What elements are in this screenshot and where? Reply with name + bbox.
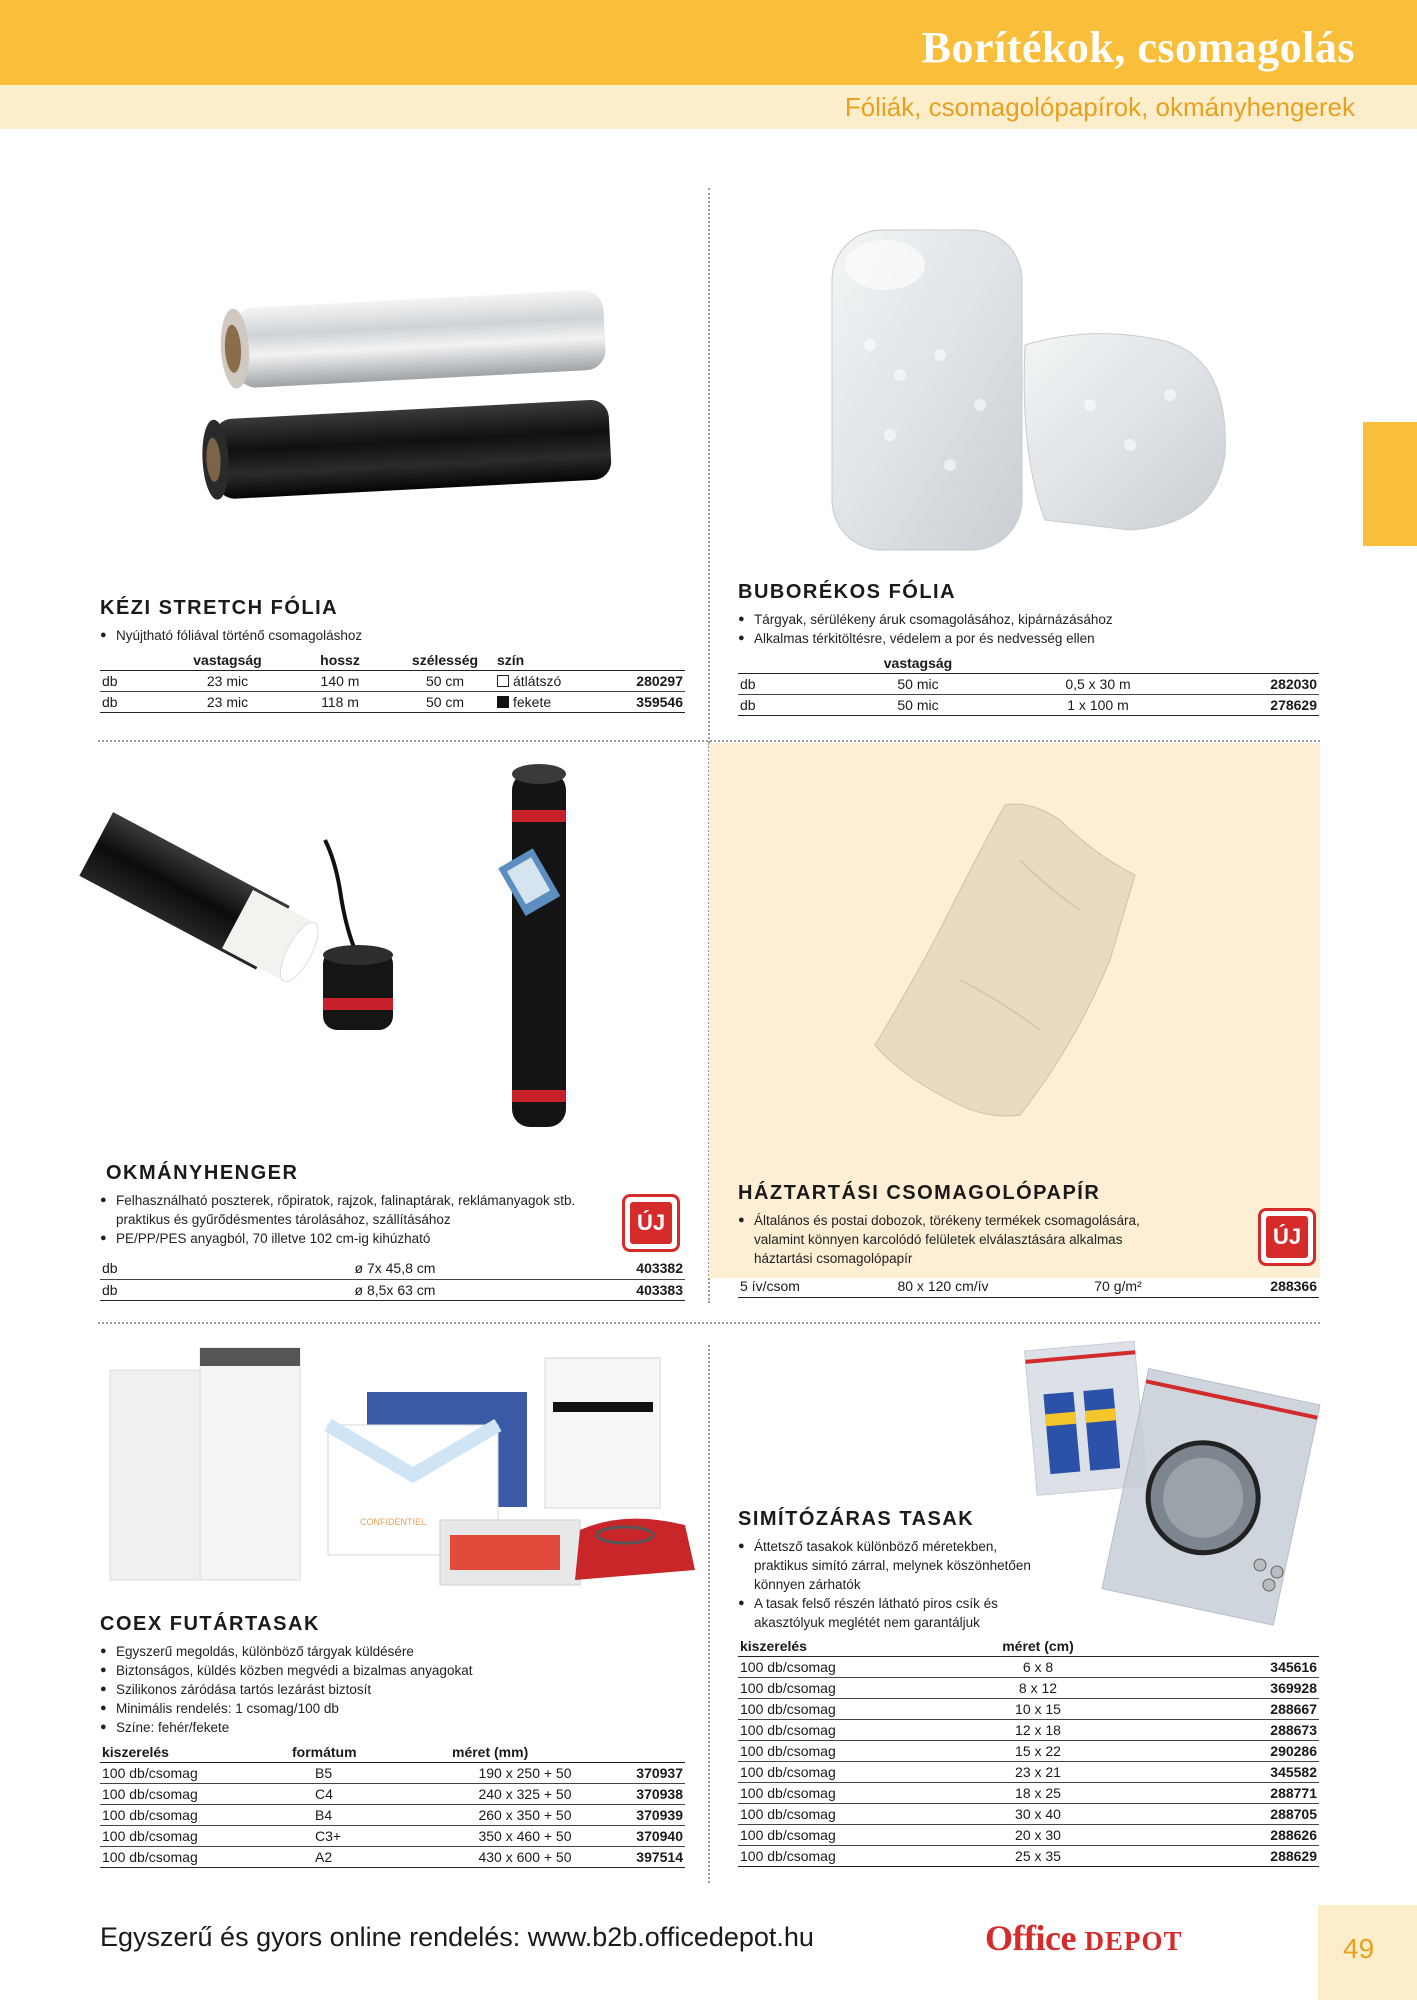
section-title: SIMÍTÓZÁRAS TASAK bbox=[738, 1508, 975, 1530]
length-cell: 140 m bbox=[285, 671, 395, 692]
table-row bbox=[738, 695, 1319, 716]
format-cell: B4 bbox=[290, 1805, 450, 1826]
size-cell: 260 x 350 + 50 bbox=[450, 1805, 600, 1826]
unit-cell: 100 db/csomag bbox=[738, 1741, 938, 1762]
table-row bbox=[738, 1276, 1319, 1297]
thickness-cell: 50 mic bbox=[848, 674, 988, 695]
column-header: kiszerelés bbox=[738, 1636, 938, 1657]
table-row bbox=[100, 671, 685, 692]
size-cell: 190 x 250 + 50 bbox=[450, 1763, 600, 1784]
stretch-film-section bbox=[100, 597, 685, 713]
section-title: BUBORÉKOS FÓLIA bbox=[738, 581, 957, 603]
table-header-row bbox=[738, 1636, 1319, 1657]
new-badge bbox=[622, 1194, 680, 1252]
size-cell: 15 x 22 bbox=[938, 1741, 1138, 1762]
product-code: 345582 bbox=[1138, 1762, 1319, 1783]
unit-cell: 100 db/csomag bbox=[738, 1804, 938, 1825]
table-row bbox=[100, 1763, 685, 1784]
new-badge bbox=[1258, 1208, 1316, 1266]
table-row bbox=[738, 1720, 1319, 1741]
office-depot-logo bbox=[985, 1917, 1182, 1959]
table-row bbox=[738, 1804, 1319, 1825]
feature-item: ● Egyszerű megoldás, különböző tárgyak küldésére bbox=[100, 1642, 685, 1661]
unit-cell: db bbox=[100, 671, 170, 692]
row-divider-1 bbox=[98, 740, 1320, 742]
table-header-row bbox=[100, 650, 685, 671]
feature-list bbox=[738, 1537, 1038, 1632]
table-row bbox=[100, 692, 685, 713]
size-cell: 430 x 600 + 50 bbox=[450, 1847, 600, 1868]
product-code: 370940 bbox=[600, 1826, 685, 1847]
column-header: méret (cm) bbox=[938, 1636, 1138, 1657]
wrapping-paper-image bbox=[870, 800, 1140, 1120]
format-cell: C4 bbox=[290, 1784, 450, 1805]
column-header: méret (mm) bbox=[450, 1742, 600, 1763]
bubble-wrap-image bbox=[830, 225, 1230, 555]
product-code: 280297 bbox=[605, 671, 685, 692]
feature-item: ● Általános és postai dobozok, törékeny termékek csomagolására, valamint könnyen karcolódó felületek elválasztására alkalmas háztartási csomagolópapír bbox=[738, 1211, 1158, 1268]
courier-bag-section bbox=[100, 1613, 685, 1868]
new-badge-label: ÚJ bbox=[630, 1202, 672, 1244]
unit-cell: 100 db/csomag bbox=[738, 1699, 938, 1720]
feature-item: ● Áttetsző tasakok különböző méretekben, praktikus simító zárral, melynek köszönhetően könnyen zárhatók bbox=[738, 1537, 1038, 1594]
unit-cell: 100 db/csomag bbox=[100, 1826, 290, 1847]
table-row bbox=[738, 1846, 1319, 1867]
unit-cell: 100 db/csomag bbox=[100, 1847, 290, 1868]
feature-item: ● Felhasználható poszterek, rőpiratok, rajzok, falinaptárak, reklámanyagok stb. praktikus és gyűrődésmentes tárolásához, szállításához bbox=[100, 1191, 600, 1229]
document-tube-detail-image bbox=[95, 830, 435, 1060]
width-cell: 50 cm bbox=[395, 671, 495, 692]
table-row bbox=[100, 1826, 685, 1847]
table-row bbox=[100, 1279, 685, 1300]
size-cell: 80 x 120 cm/ív bbox=[858, 1276, 1028, 1297]
thickness-cell: 23 mic bbox=[170, 692, 285, 713]
column-header: szín bbox=[495, 650, 605, 671]
envelope-label: CONFIDENTIEL bbox=[360, 1517, 427, 1527]
product-code: 278629 bbox=[1208, 695, 1319, 716]
product-code: 369928 bbox=[1138, 1678, 1319, 1699]
feature-list bbox=[738, 1211, 1158, 1268]
feature-item: ● Szilikonos záródása tartós lezárást biztosít bbox=[100, 1680, 685, 1699]
unit-cell: 100 db/csomag bbox=[738, 1846, 938, 1867]
product-code: 370937 bbox=[600, 1763, 685, 1784]
table-row bbox=[738, 1678, 1319, 1699]
table-row bbox=[100, 1784, 685, 1805]
unit-cell: 100 db/csomag bbox=[738, 1720, 938, 1741]
format-cell: B5 bbox=[290, 1763, 450, 1784]
product-code: 288705 bbox=[1138, 1804, 1319, 1825]
thickness-cell: 50 mic bbox=[848, 695, 988, 716]
size-cell: 30 x 40 bbox=[938, 1804, 1138, 1825]
zip-bag-section bbox=[738, 1508, 1319, 1867]
product-code: 403383 bbox=[520, 1279, 685, 1300]
column-header: kiszerelés bbox=[100, 1742, 290, 1763]
section-title: HÁZTARTÁSI CSOMAGOLÓPAPÍR bbox=[738, 1182, 1101, 1204]
clear-swatch-icon bbox=[497, 675, 509, 687]
product-code: 370939 bbox=[600, 1805, 685, 1826]
size-cell: 1 x 100 m bbox=[988, 695, 1208, 716]
unit-cell: 100 db/csomag bbox=[738, 1657, 938, 1678]
table-row bbox=[738, 1783, 1319, 1804]
column-header: hossz bbox=[285, 650, 395, 671]
product-code: 282030 bbox=[1208, 674, 1319, 695]
page-number: 49 bbox=[1343, 1933, 1375, 1964]
size-cell: 6 x 8 bbox=[938, 1657, 1138, 1678]
table-row bbox=[100, 1805, 685, 1826]
feature-item: ● Alkalmas térkitöltésre, védelem a por és nedvesség ellen bbox=[738, 629, 1319, 648]
feature-item: ● Nyújtható fóliával történő csomagoláshoz bbox=[100, 626, 685, 645]
table-row bbox=[738, 1741, 1319, 1762]
page-title: Borítékok, csomagolás bbox=[921, 23, 1355, 72]
size-cell: 12 x 18 bbox=[938, 1720, 1138, 1741]
spec-table bbox=[100, 1742, 685, 1868]
product-code: 288629 bbox=[1138, 1846, 1319, 1867]
feature-item: ● Tárgyak, sérülékeny áruk csomagolásához, kipárnázásához bbox=[738, 610, 1319, 629]
thickness-cell: 23 mic bbox=[170, 671, 285, 692]
unit-cell: 100 db/csomag bbox=[738, 1825, 938, 1846]
table-header-row bbox=[100, 1742, 685, 1763]
size-cell: ø 7x 45,8 cm bbox=[270, 1258, 520, 1279]
column-divider-bottom bbox=[708, 1345, 710, 1883]
table-row bbox=[738, 674, 1319, 695]
bubble-wrap-section bbox=[738, 581, 1319, 716]
unit-cell: db bbox=[100, 692, 170, 713]
column-header: formátum bbox=[290, 1742, 450, 1763]
weight-cell: 70 g/m² bbox=[1028, 1276, 1208, 1297]
size-cell: 25 x 35 bbox=[938, 1846, 1138, 1867]
product-code: 345616 bbox=[1138, 1657, 1319, 1678]
product-code: 370938 bbox=[600, 1784, 685, 1805]
feature-item: ● Biztonságos, küldés közben megvédi a bizalmas anyagokat bbox=[100, 1661, 685, 1680]
length-cell: 118 m bbox=[285, 692, 395, 713]
spec-table bbox=[738, 1276, 1319, 1298]
courier-bags-image bbox=[105, 1340, 705, 1600]
feature-list bbox=[100, 1642, 685, 1737]
column-header: szélesség bbox=[395, 650, 495, 671]
unit-cell: 5 ív/csom bbox=[738, 1276, 858, 1297]
brand-depot: DEPOT bbox=[1084, 1926, 1183, 1956]
section-title: COEX FUTÁRTASAK bbox=[100, 1613, 320, 1635]
unit-cell: 100 db/csomag bbox=[738, 1783, 938, 1804]
width-cell: 50 cm bbox=[395, 692, 495, 713]
footer-order-info: Egyszerű és gyors online rendelés: www.b2b.officedepot.hu bbox=[100, 1922, 814, 1952]
stretch-film-image bbox=[200, 285, 620, 510]
feature-list bbox=[100, 626, 685, 645]
product-code: 397514 bbox=[600, 1847, 685, 1868]
feature-item: ● Színe: fehér/fekete bbox=[100, 1718, 685, 1737]
size-cell: 8 x 12 bbox=[938, 1678, 1138, 1699]
format-cell: A2 bbox=[290, 1847, 450, 1868]
product-code: 288366 bbox=[1208, 1276, 1319, 1297]
table-row bbox=[738, 1699, 1319, 1720]
table-header-row bbox=[738, 653, 1319, 674]
wrapping-paper-section bbox=[738, 1182, 1319, 1298]
color-label: fekete bbox=[513, 694, 552, 710]
feature-item: ● PE/PP/PES anyagból, 70 illetve 102 cm-ig kihúzható bbox=[100, 1229, 600, 1248]
black-swatch-icon bbox=[497, 696, 509, 708]
unit-cell: db bbox=[100, 1279, 270, 1300]
unit-cell: db bbox=[100, 1258, 270, 1279]
product-code: 288667 bbox=[1138, 1699, 1319, 1720]
unit-cell: db bbox=[738, 695, 848, 716]
unit-cell: 100 db/csomag bbox=[100, 1763, 290, 1784]
unit-cell: 100 db/csomag bbox=[100, 1805, 290, 1826]
section-title: OKMÁNYHENGER bbox=[106, 1162, 299, 1184]
size-cell: ø 8,5x 63 cm bbox=[270, 1279, 520, 1300]
size-cell: 23 x 21 bbox=[938, 1762, 1138, 1783]
new-badge-label: ÚJ bbox=[1266, 1216, 1308, 1258]
product-code: 403382 bbox=[520, 1258, 685, 1279]
table-row bbox=[100, 1847, 685, 1868]
chapter-tab bbox=[1363, 422, 1417, 546]
table-row bbox=[738, 1657, 1319, 1678]
color-label: átlátszó bbox=[513, 673, 562, 689]
column-header: vastagság bbox=[848, 653, 988, 674]
feature-item: ● A tasak felső részén látható piros csík és akasztólyuk meglétét nem garantáljuk bbox=[738, 1594, 1038, 1632]
row-divider-2 bbox=[98, 1322, 1320, 1324]
unit-cell: 100 db/csomag bbox=[738, 1678, 938, 1699]
brand-office: Office bbox=[985, 1918, 1076, 1958]
spec-table bbox=[738, 1636, 1319, 1867]
unit-cell: 100 db/csomag bbox=[100, 1784, 290, 1805]
page-subtitle: Fóliák, csomagolópapírok, okmányhengerek bbox=[844, 92, 1355, 122]
feature-list bbox=[100, 1191, 600, 1248]
section-title: KÉZI STRETCH FÓLIA bbox=[100, 597, 339, 619]
spec-table bbox=[100, 650, 685, 713]
feature-list bbox=[738, 610, 1319, 648]
unit-cell: db bbox=[738, 674, 848, 695]
color-cell bbox=[495, 671, 605, 692]
product-code: 288771 bbox=[1138, 1783, 1319, 1804]
color-cell bbox=[495, 692, 605, 713]
spec-table bbox=[100, 1258, 685, 1301]
table-row bbox=[100, 1258, 685, 1279]
unit-cell: 100 db/csomag bbox=[738, 1762, 938, 1783]
size-cell: 350 x 460 + 50 bbox=[450, 1826, 600, 1847]
product-code: 359546 bbox=[605, 692, 685, 713]
table-row bbox=[738, 1825, 1319, 1846]
column-divider-top bbox=[708, 188, 710, 743]
size-cell: 0,5 x 30 m bbox=[988, 674, 1208, 695]
column-header: vastagság bbox=[170, 650, 285, 671]
document-tube-full-image bbox=[498, 760, 598, 1130]
size-cell: 240 x 325 + 50 bbox=[450, 1784, 600, 1805]
document-tube-section bbox=[100, 1162, 685, 1301]
table-row bbox=[738, 1762, 1319, 1783]
size-cell: 18 x 25 bbox=[938, 1783, 1138, 1804]
size-cell: 10 x 15 bbox=[938, 1699, 1138, 1720]
product-code: 290286 bbox=[1138, 1741, 1319, 1762]
product-code: 288673 bbox=[1138, 1720, 1319, 1741]
product-code: 288626 bbox=[1138, 1825, 1319, 1846]
feature-item: ● Minimális rendelés: 1 csomag/100 db bbox=[100, 1699, 685, 1718]
size-cell: 20 x 30 bbox=[938, 1825, 1138, 1846]
spec-table bbox=[738, 653, 1319, 716]
format-cell: C3+ bbox=[290, 1826, 450, 1847]
